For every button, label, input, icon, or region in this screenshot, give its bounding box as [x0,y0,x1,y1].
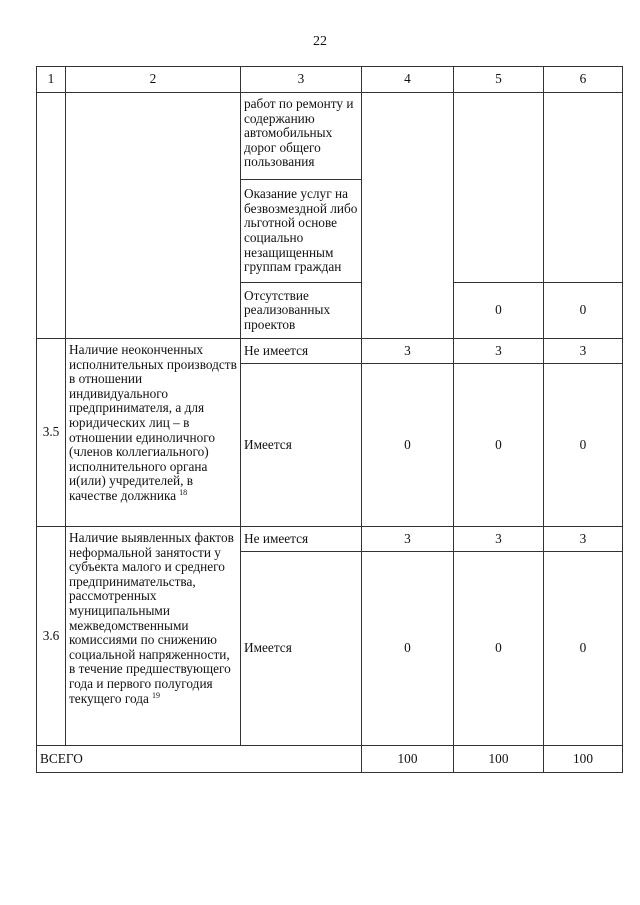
option-cell: Имеется [241,364,362,527]
empty-cell [454,93,544,283]
header-cell: 3 [241,67,362,93]
empty-cell [362,93,454,339]
option-cell: Не имеется [241,339,362,364]
total-row [37,746,623,773]
criteria-table [36,66,623,773]
header-cell: 1 [37,67,66,93]
total-cell: 100 [544,746,623,773]
row-number: 3.6 [37,527,66,746]
table-row [37,527,623,552]
header-cell: 5 [454,67,544,93]
total-cell: 100 [362,746,454,773]
option-cell: работ по ремонту и содержанию автомобильных дорог общего пользования [241,93,362,180]
score-cell: 3 [362,339,454,364]
total-label: ВСЕГО [37,746,362,773]
score-cell: 0 [362,364,454,527]
score-cell: 3 [544,339,623,364]
option-cell: Оказание услуг на безвозмездной либо льготной основе социально незащищенным группам граждан [241,180,362,283]
option-cell: Отсутствие реализованных проектов [241,283,362,339]
header-cell: 2 [66,67,241,93]
footnote-mark: 18 [179,487,188,497]
page-number: 22 [313,34,327,49]
empty-cell [37,93,66,339]
score-cell: 0 [544,364,623,527]
row-number: 3.5 [37,339,66,527]
score-cell: 0 [544,283,623,339]
score-cell: 3 [362,527,454,552]
table-row [37,339,623,364]
header-cell: 6 [544,67,623,93]
score-cell: 3 [544,527,623,552]
score-cell: 0 [362,552,454,746]
total-cell: 100 [454,746,544,773]
empty-cell [544,93,623,283]
criterion-description [66,527,241,746]
score-cell: 0 [454,364,544,527]
footnote-mark: 19 [151,690,160,700]
score-cell: 3 [454,339,544,364]
score-cell: 0 [544,552,623,746]
option-cell: Имеется [241,552,362,746]
score-cell: 0 [454,283,544,339]
empty-cell [66,93,241,339]
criterion-description [66,339,241,527]
header-cell: 4 [362,67,454,93]
option-cell: Не имеется [241,527,362,552]
header-row [37,67,623,93]
score-cell: 3 [454,527,544,552]
criterion-text: Наличие выявленных фактов неформальной занятости у субъекта малого и среднего предпринимательства, рассмотренных муниципальными межведомственными комиссиями по снижению социальной напряженности, в течение предшествующего года и первого полугодия текущего года [69,530,234,706]
score-cell: 0 [454,552,544,746]
criterion-text: Наличие неоконченных исполнительных производств в отношении индивидуального предпринимателя, а для юридических лиц – в отношении единоличного (членов коллегиального) исполнительного органа и(или) учредителей, в качестве должника [69,342,237,503]
table-row [37,93,623,180]
